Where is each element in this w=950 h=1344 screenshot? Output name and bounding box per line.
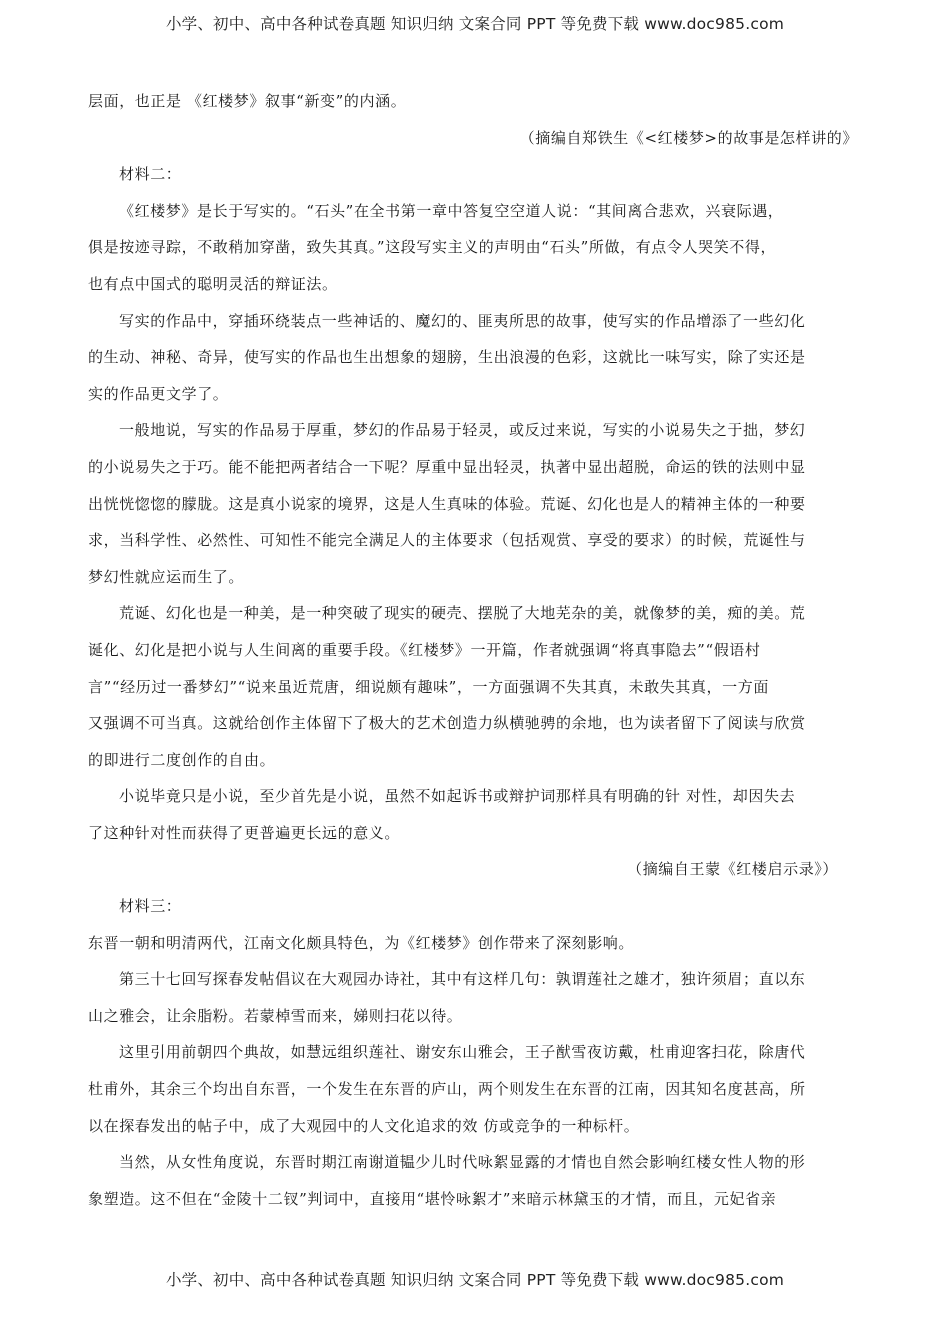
paragraph-line: 的生动、神秘、奇异，使写实的作品也生出想象的翅膀，生出浪漫的色彩，这就比一味写实，除了实还是	[88, 348, 806, 367]
paragraph-line: 一般地说，写实的作品易于厚重，梦幻的作品易于轻灵，或反过来说，写实的小说易失之于拙，梦幻	[119, 421, 806, 440]
paragraph-line: 层面，也正是 《红楼梦》叙事“新变”的内涵。	[88, 92, 407, 110]
paragraph-line: 当然，从女性角度说，东晋时期江南谢道韫少儿时代咏絮显露的才情也自然会影响红楼女性人物的形	[119, 1153, 806, 1172]
paragraph-line: 的即进行二度创作的自由。	[88, 750, 276, 769]
paragraph-line: 诞化、幻化是把小说与人生间离的重要手段。《红楼梦》一开篇，作者就强调“将真事隐去”“假语村	[88, 640, 761, 659]
paragraph-line: 杜甫外，其余三个均出自东晋，一个发生在东晋的庐山，两个则发生在东晋的江南，因其知名度甚高，所	[88, 1080, 806, 1099]
paragraph-line: 实的作品更文学了。	[88, 384, 229, 403]
paragraph-line: 梦幻性就应运而生了。	[88, 567, 245, 586]
source-citation: （摘编自王蒙《红楼启示录》）	[627, 860, 838, 879]
document-body	[88, 86, 858, 1220]
page-footer: 小学、初中、高中各种试卷真题 知识归纳 文案合同 PPT 等免费下载 www.doc985.com	[165, 1271, 785, 1289]
paragraph-line: 了这种针对性而获得了更普遍更长远的意义。	[88, 823, 401, 842]
paragraph-line: 《红楼梦》是长于写实的。“石头”在全书第一章中答复空空道人说：“其间离合悲欢，兴衰际遇，	[119, 201, 784, 220]
section-heading: 材料三：	[119, 897, 182, 916]
paragraph-line: 出恍恍惚惚的朦胧。这是真小说家的境界，这是人生真味的体验。荒诞、幻化也是人的精神主体的一种要	[88, 494, 806, 513]
paragraph-line: 荒诞、幻化也是一种美，是一种突破了现实的硬壳、摆脱了大地芜杂的美，就像梦的美，痴的美。荒	[119, 604, 806, 623]
paragraph-line: 又强调不可当真。这就给创作主体留下了极大的艺术创造力纵横驰骋的余地，也为读者留下了阅读与欣赏	[88, 714, 806, 733]
paragraph-line: 小说毕竟只是小说，至少首先是小说，虽然不如起诉书或辩护词那样具有明确的针 对性，却因失去	[119, 787, 796, 806]
paragraph-line: 言”“经历过一番梦幻”“说来虽近荒唐，细说颇有趣味”，一方面强调不失其真，未敢失其真，一方面	[88, 677, 769, 696]
paragraph-line: 象塑造。这不但在“金陵十二钗”判词中，直接用“堪怜咏絮才”来暗示林黛玉的才情，而且，元妃省亲	[88, 1189, 777, 1208]
section-heading: 材料二：	[119, 165, 182, 184]
paragraph-line: 东晋一朝和明清两代，江南文化颇具特色，为《红楼梦》创作带来了深刻影响。	[88, 933, 635, 952]
paragraph-line: 的小说易失之于巧。能不能把两者结合一下呢？厚重中显出轻灵，执著中显出超脱，命运的铁的法则中显	[88, 457, 806, 476]
paragraph-line: 也有点中国式的聪明灵活的辩证法。	[88, 274, 338, 293]
paragraph-line: 写实的作品中，穿插环绕装点一些神话的、魔幻的、匪夷所思的故事，使写实的作品增添了一些幻化	[119, 311, 806, 330]
paragraph-line: 第三十七回写探春发帖倡议在大观园办诗社，其中有这样几句：孰谓莲社之雄才，独许须眉；直以东	[119, 970, 806, 989]
paragraph-line: 求，当科学性、必然性、可知性不能完全满足人的主体要求（包括观赏、享受的要求）的时候，荒诞性与	[88, 531, 806, 550]
source-citation: （摘编自郑铁生《<红楼梦>的故事是怎样讲的》	[519, 128, 858, 147]
page-header: 小学、初中、高中各种试卷真题 知识归纳 文案合同 PPT 等免费下载 www.doc985.com	[165, 15, 785, 33]
paragraph-line: 山之雅会，让余脂粉。若蒙棹雪而来，娣则扫花以待。	[88, 1006, 463, 1025]
paragraph-line: 这里引用前朝四个典故，如慧远组织莲社、谢安东山雅会，王子猷雪夜访戴，杜甫迎客扫花，除唐代	[119, 1043, 806, 1062]
paragraph-line: 以在探春发出的帖子中，成了大观园中的人文化追求的效 仿或竞争的一种标杆。	[88, 1116, 640, 1135]
paragraph-line: 俱是按迹寻踪，不敢稍加穿凿，致失其真。”这段写实主义的声明由“石头”所做，有点令人哭笑不得，	[88, 238, 777, 257]
